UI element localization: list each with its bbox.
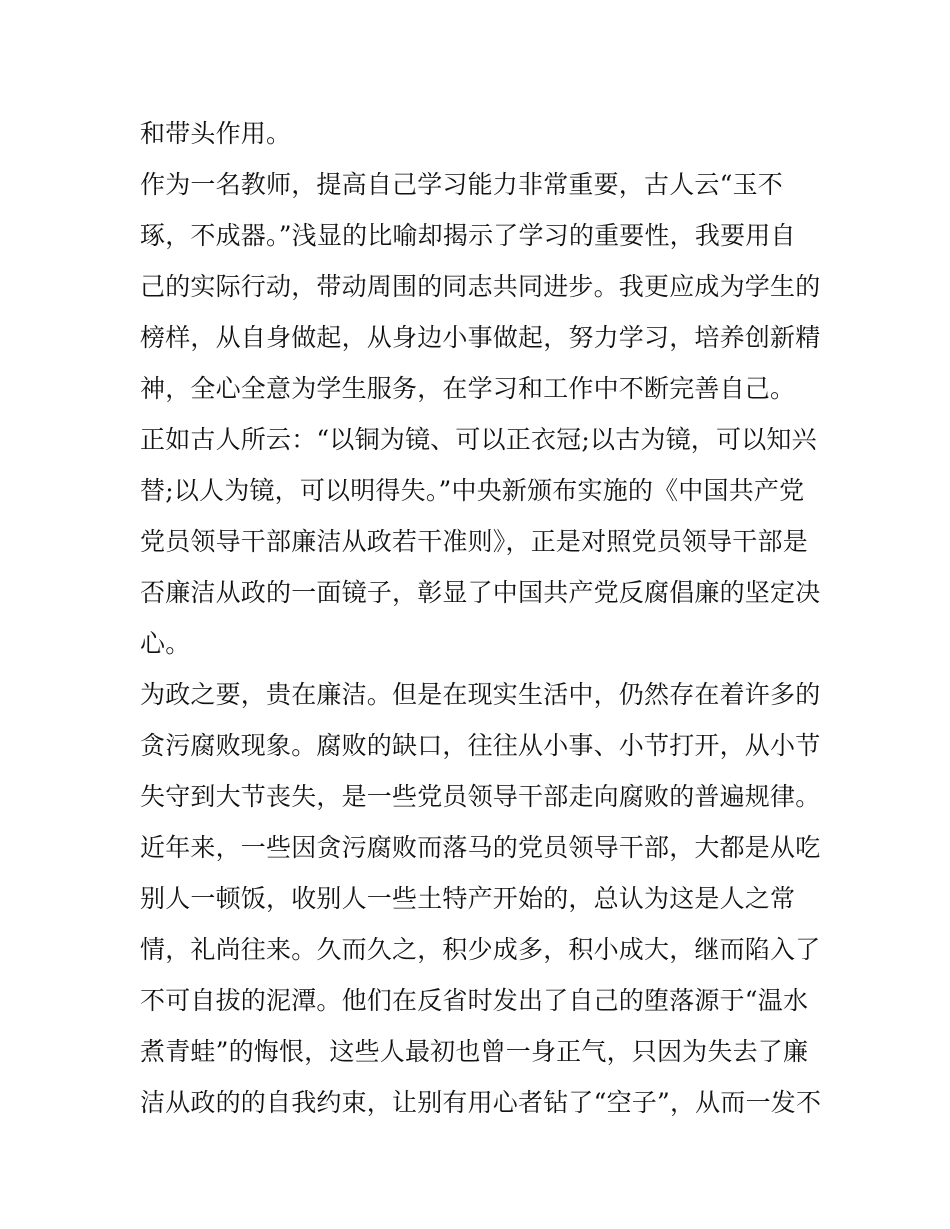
text-line: 近年来，一些因贪污腐败而落马的党员领导干部，大都是从吃: [140, 833, 821, 862]
text-line: 不可自拔的泥潭。他们在反省时发出了自己的堕落源于“温水: [140, 986, 809, 1015]
text-line: 别人一顿饭，收别人一些土特产开始的，总认为这是人之常: [140, 884, 796, 913]
text-line: 作为一名教师，提高自己学习能力非常重要，古人云“玉不: [140, 170, 783, 199]
text-line: 己的实际行动，带动周围的同志共同进步。我更应成为学生的: [140, 272, 821, 301]
text-line: 煮青蛙”的悔恨，这些人最初也曾一身正气，只因为失去了廉: [140, 1037, 809, 1066]
text-line: 党员领导干部廉洁从政若干准则》，正是对照党员领导干部是: [140, 527, 808, 556]
text-line: 神，全心全意为学生服务，在学习和工作中不断完善自己。: [140, 374, 796, 403]
text-line: 心。: [140, 629, 191, 658]
text-line: 和带头作用。: [140, 119, 292, 148]
document-body: [140, 108, 820, 1128]
text-line: 失守到大节丧失，是一些党员领导干部走向腐败的普遍规律。: [140, 782, 821, 811]
text-line: 替;以人为镜，可以明得失。”中央新颁布实施的《中国共产党: [140, 476, 805, 505]
text-line: 为政之要，贵在廉洁。但是在现实生活中，仍然存在着许多的: [140, 680, 821, 709]
text-line: 否廉洁从政的一面镜子，彰显了中国共产党反腐倡廉的坚定决: [140, 578, 821, 607]
text-line: 榜样，从自身做起，从身边小事做起，努力学习，培养创新精: [140, 323, 821, 352]
text-line: 贪污腐败现象。腐败的缺口，往往从小事、小节打开，从小节: [140, 731, 821, 760]
text-line: 正如古人所云：“以铜为镜、可以正衣冠;以古为镜，可以知兴: [140, 425, 817, 454]
text-line: 琢，不成器。”浅显的比喻却揭示了学习的重要性，我要用自: [140, 221, 796, 250]
text-line: 洁从政的的自我约束，让别有用心者钻了“空子”，从而一发不: [140, 1088, 822, 1117]
text-line: 情，礼尚往来。久而久之，积少成多，积小成大，继而陷入了: [140, 935, 821, 964]
